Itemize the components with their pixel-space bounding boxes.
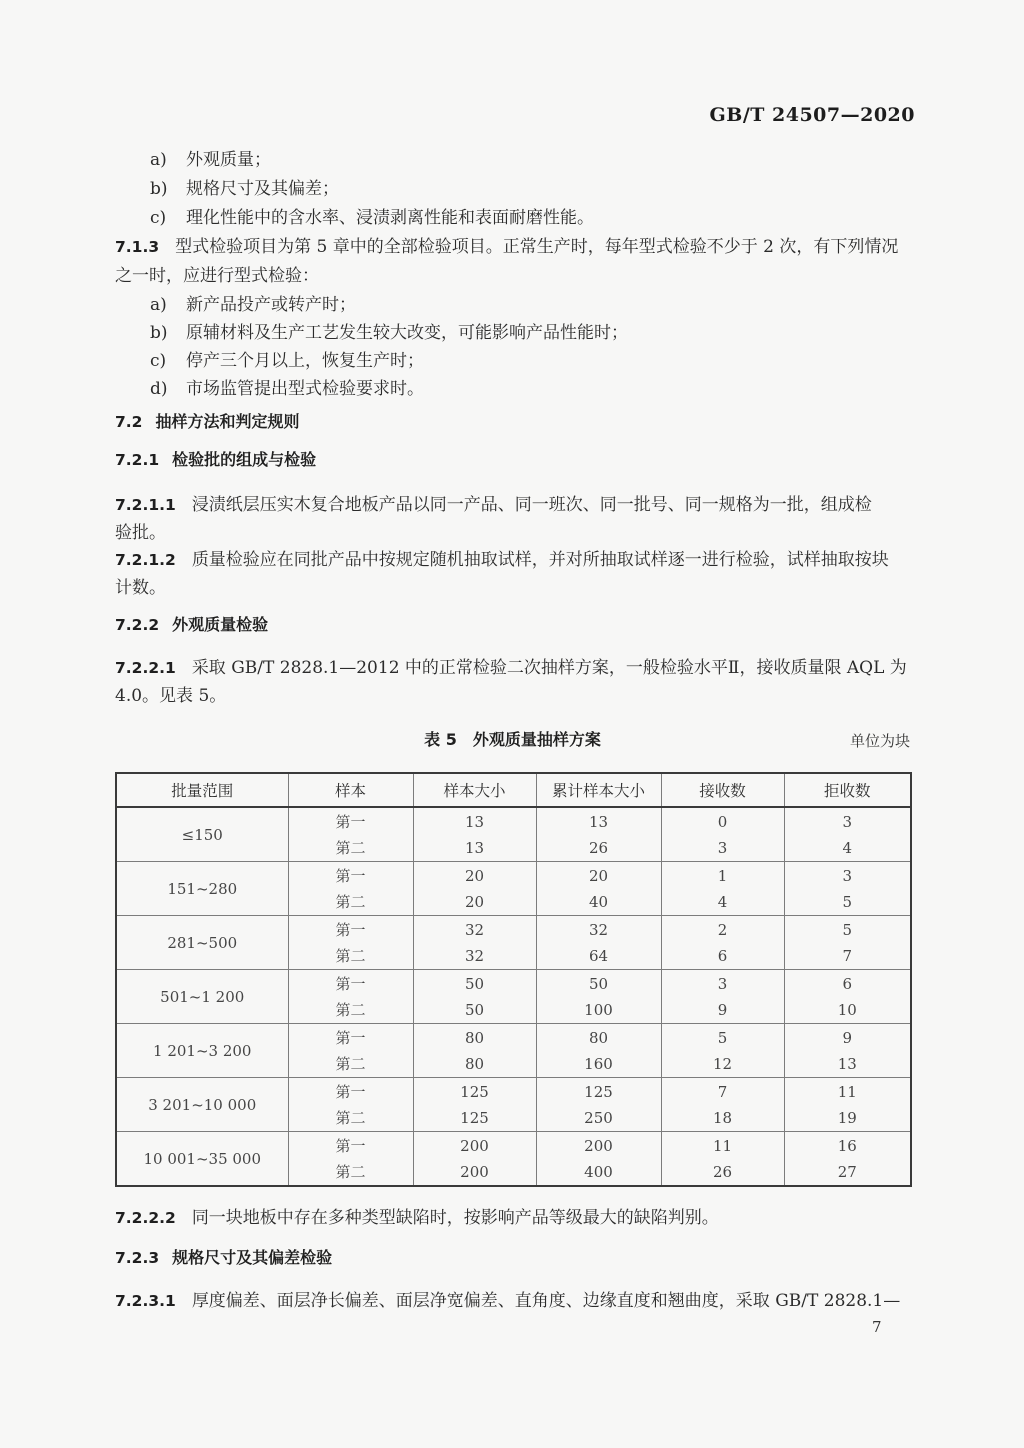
clause-number: 7.2.2 [115,616,160,634]
cell-line: 7 [717,1082,728,1101]
cell-line: 第二 [335,1000,366,1019]
table-cell [413,1132,536,1187]
table-cell [536,1078,661,1132]
cell-line: 第二 [335,892,366,911]
table-cell [784,862,911,916]
paragraph-text: 计数。 [115,578,166,598]
list-marker: c) [150,208,167,228]
cell-line: 50 [588,974,609,993]
cell-line: 12 [712,1054,733,1073]
heading-7-2-1 [115,449,910,471]
cell-line: 3 [717,974,728,993]
cell-line: 125 [460,1082,489,1101]
table-row [116,807,911,862]
table-cell [288,1078,413,1132]
page-number: 7 [872,1318,882,1336]
cell-line: 50 [464,1000,485,1019]
clause-number: 7.2.2.1 [115,659,176,677]
cell-line: 400 [584,1162,613,1181]
col-header-accept-number: 接收数 [661,773,784,807]
paragraph-line [115,654,910,682]
cell-line: 3 [717,838,728,857]
paragraph-line [115,262,910,291]
table-cell [536,916,661,970]
heading-text: 抽样方法和判定规则 [155,412,300,431]
cell-line: 40 [588,892,609,911]
table-caption: 表 5 外观质量抽样方案 [424,730,601,749]
table-cell [661,807,784,862]
cell-line: 11 [712,1136,733,1155]
sampling-plan-table [115,772,912,1187]
list-text: 规格尺寸及其偏差； [186,179,339,199]
cell-line: 125 [460,1108,489,1127]
table-cell [413,916,536,970]
table-cell [536,862,661,916]
cell-line: 第一 [335,866,366,885]
cell-line: 32 [588,920,609,939]
cell-line: 13 [588,812,609,831]
batch-range-cell: 3 201~10 000 [116,1078,288,1132]
cell-line: 第一 [335,920,366,939]
cell-line: 0 [717,812,728,831]
col-header-reject-number: 拒收数 [784,773,911,807]
cell-line: 200 [460,1162,489,1181]
cell-line: 第二 [335,1108,366,1127]
paragraph-text: 4.0。见表 5。 [115,686,227,706]
list-item [115,347,910,375]
clause-7-2-1-2 [115,546,910,602]
clause-number: 7.1.3 [115,238,160,256]
batch-range-cell: 281~500 [116,916,288,970]
list-item [115,175,910,204]
batch-range-cell: 1 201~3 200 [116,1024,288,1078]
cell-line: 200 [584,1136,613,1155]
cell-line: 第一 [335,1136,366,1155]
cell-line: 4 [717,892,728,911]
cell-line: 10 [837,1000,857,1019]
cell-line: 32 [464,920,485,939]
list-item [115,375,910,403]
paragraph-line [115,491,910,519]
clause-7-2-2-2 [115,1204,910,1232]
table-cell [413,970,536,1024]
batch-range-cell: 10 001~35 000 [116,1132,288,1187]
list-text: 新产品投产或转产时； [186,295,356,315]
col-header-batch-range: 批量范围 [116,773,288,807]
cell-line: 32 [464,946,485,965]
paragraph-text: 型式检验项目为第 5 章中的全部检验项目。正常生产时，每年型式检验不少于 2 次，有下列情况 [175,237,899,257]
paragraph-text: 验批。 [115,523,166,543]
paragraph-line [115,546,910,574]
table-cell [288,862,413,916]
heading-text: 外观质量检验 [172,615,269,634]
cell-line: 第一 [335,1082,366,1101]
list-marker: a) [150,295,167,315]
heading-7-2-3 [115,1247,910,1269]
cell-line: 125 [584,1082,613,1101]
table-cell [661,916,784,970]
cell-line: 9 [717,1000,728,1019]
table-cell [413,807,536,862]
cell-line: 11 [837,1082,857,1101]
clause-7-2-1-1 [115,491,910,547]
cell-line: 80 [464,1054,485,1073]
list-text: 原辅材料及生产工艺发生较大改变，可能影响产品性能时； [186,323,628,343]
cell-line: 9 [842,1028,853,1047]
clause-7-2-3-1 [115,1287,910,1315]
table-row [116,862,911,916]
cell-line: 13 [464,838,485,857]
table-cell [413,1024,536,1078]
cell-line: 5 [842,920,853,939]
cell-line: 20 [588,866,609,885]
cell-line: 80 [588,1028,609,1047]
cell-line: 19 [837,1108,857,1127]
table-cell [661,862,784,916]
table-cell [536,807,661,862]
paragraph-text: 同一块地板中存在多种类型缺陷时，按影响产品等级最大的缺陷判别。 [191,1208,719,1228]
batch-range-cell: ≤150 [116,807,288,862]
paragraph-text: 质量检验应在同批产品中按规定随机抽取试样，并对所抽取试样逐一进行检验，试样抽取按块 [191,550,889,570]
cell-line: 160 [584,1054,613,1073]
cell-line: 26 [588,838,609,857]
clause-number: 7.2 [115,413,143,431]
paragraph-line [115,233,910,262]
cell-line: 第一 [335,1028,366,1047]
list-text: 外观质量； [186,150,271,170]
table-cell [536,970,661,1024]
clause-number: 7.2.3.1 [115,1292,176,1310]
paragraph-line [115,1204,910,1232]
cell-line: 3 [842,812,853,831]
cell-line: 250 [584,1108,613,1127]
paragraph-text: 浸渍纸层压实木复合地板产品以同一产品、同一班次、同一批号、同一规格为一批，组成检 [191,495,872,515]
cell-line: 第二 [335,946,366,965]
cell-line: 50 [464,974,485,993]
cell-line: 16 [837,1136,857,1155]
paragraph-line [115,574,910,602]
table-cell [288,1132,413,1187]
cell-line: 6 [842,974,853,993]
clause-number: 7.2.1 [115,451,160,469]
table-cell [784,970,911,1024]
heading-text: 检验批的组成与检验 [172,450,317,469]
list-marker: b) [150,323,168,343]
list-item [115,146,910,175]
table-cell [661,1132,784,1187]
list-marker: a) [150,150,167,170]
cell-line: 6 [717,946,728,965]
list-item [115,204,910,233]
cell-line: 200 [460,1136,489,1155]
table-header-row [116,773,911,807]
heading-text: 规格尺寸及其偏差检验 [172,1248,333,1267]
table-row [116,1024,911,1078]
clause-7-2-2-1 [115,654,910,710]
cell-line: 26 [712,1162,733,1181]
table-caption-row [115,729,910,751]
cell-line: 20 [464,892,485,911]
table-cell [536,1132,661,1187]
table-row [116,916,911,970]
table-row [116,1078,911,1132]
table-cell [661,970,784,1024]
list-text: 市场监管提出型式检验要求时。 [186,379,424,399]
table-cell [784,916,911,970]
col-header-cumulative-size: 累计样本大小 [536,773,661,807]
paragraph-text: 之一时，应进行型式检验： [115,266,319,286]
table-unit-note: 单位为块 [849,732,910,750]
list-marker: b) [150,179,168,199]
cell-line: 5 [842,892,853,911]
clause-number: 7.2.3 [115,1249,160,1267]
cell-line: 80 [464,1028,485,1047]
cell-line: 第二 [335,838,366,857]
clause-number: 7.2.2.2 [115,1209,176,1227]
batch-range-cell: 501~1 200 [116,970,288,1024]
clause-7-1-2-list [115,146,910,233]
heading-7-2-2 [115,614,910,636]
table-cell [288,1024,413,1078]
cell-line: 1 [717,866,728,885]
clause-number: 7.2.1.2 [115,551,176,569]
cell-line: 7 [842,946,853,965]
clause-7-1-3 [115,233,910,291]
cell-line: 64 [588,946,609,965]
table-cell [661,1024,784,1078]
paragraph-text: 厚度偏差、面层净长偏差、面层净宽偏差、直角度、边缘直度和翘曲度，采取 GB/T 2828.1— [191,1291,901,1311]
cell-line: 第一 [335,812,366,831]
col-header-sample-size: 样本大小 [413,773,536,807]
batch-range-cell: 151~280 [116,862,288,916]
table-cell [661,1078,784,1132]
standard-code: GB/T 24507—2020 [709,104,915,126]
table-cell [784,1024,911,1078]
table-row [116,1132,911,1187]
cell-line: 13 [837,1054,857,1073]
list-text: 理化性能中的含水率、浸渍剥离性能和表面耐磨性能。 [186,208,594,228]
cell-line: 13 [464,812,485,831]
list-item [115,291,910,319]
cell-line: 第一 [335,974,366,993]
cell-line: 100 [584,1000,613,1019]
table-cell [784,807,911,862]
cell-line: 2 [717,920,728,939]
cell-line: 20 [464,866,485,885]
cell-line: 第二 [335,1054,366,1073]
heading-7-2 [115,411,910,433]
cell-line: 27 [837,1162,857,1181]
paragraph-line [115,1287,910,1315]
clause-7-1-3-list [115,291,910,403]
clause-number: 7.2.1.1 [115,496,176,514]
list-item [115,319,910,347]
table-cell [288,970,413,1024]
cell-line: 18 [712,1108,733,1127]
list-text: 停产三个月以上，恢复生产时； [186,351,424,371]
table-row [116,970,911,1024]
list-marker: d) [150,379,168,399]
table-cell [288,916,413,970]
table-cell [784,1078,911,1132]
table-cell [413,1078,536,1132]
paragraph-text: 采取 GB/T 2828.1—2012 中的正常检验二次抽样方案，一般检验水平Ⅱ，接收质量限 AQL 为 [191,658,907,678]
list-marker: c) [150,351,167,371]
cell-line: 4 [842,838,853,857]
table-cell [288,807,413,862]
table-cell [536,1024,661,1078]
paragraph-line [115,519,910,547]
cell-line: 5 [717,1028,728,1047]
col-header-sample: 样本 [288,773,413,807]
table-cell [784,1132,911,1187]
table-cell [413,862,536,916]
cell-line: 3 [842,866,853,885]
paragraph-line [115,682,910,710]
cell-line: 第二 [335,1162,366,1181]
